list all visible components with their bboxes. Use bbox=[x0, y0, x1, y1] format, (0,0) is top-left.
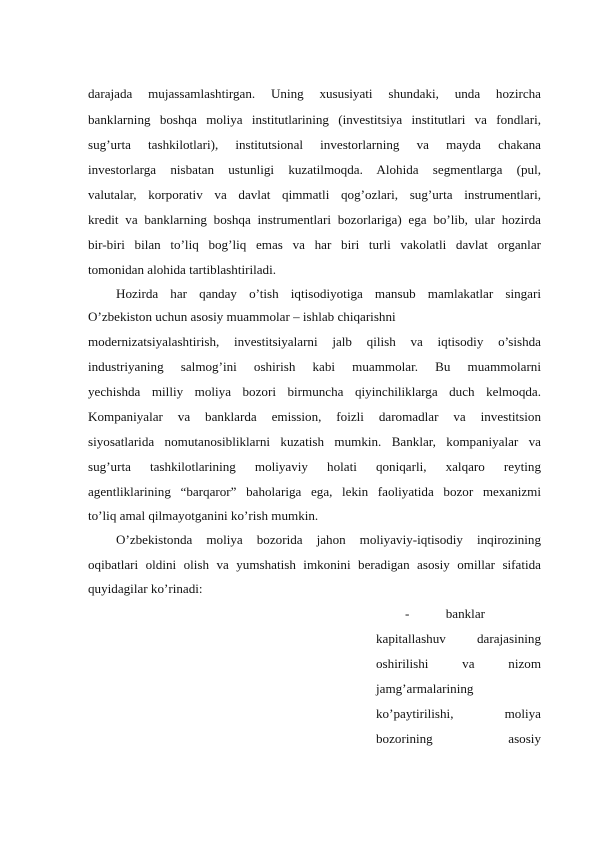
paragraph-1-line: kredit va banklarning boshqa instrumentlari bozorlariga) ega bo’lib, ular hozirda bbox=[88, 212, 541, 227]
paragraph-1-line: tomonidan alohida tartiblashtiriladi. bbox=[88, 262, 276, 277]
paragraph-2-line: modernizatsiyalashtirish, investitsiyalarni jalb qilish va iqtisodiy o’sishda bbox=[88, 334, 541, 349]
paragraph-2-line: O’zbekiston uchun asosiy muammolar – ishlab chiqarishni bbox=[88, 309, 396, 324]
paragraph-3-line: oqibatlari oldini olish va yumshatish imkonini beradigan asosiy omillar sifatida bbox=[88, 557, 541, 572]
paragraph-2-line: agentliklarining “barqaror” baholariga ega, lekin faoliyatida bozor mexanizmi bbox=[88, 484, 541, 499]
paragraph-3-line: quyidagilar ko’rinadi: bbox=[88, 581, 203, 596]
list-item-line: jamg’armalarining bbox=[376, 681, 474, 696]
paragraph-2-line: industriyaning salmog’ini oshirish kabi muammolar. Bu muammolarni bbox=[88, 359, 541, 374]
paragraph-1-line: bir-biri bilan to’liq bog’liq emas va har biri turli vakolatli davlat organlar bbox=[88, 237, 541, 252]
paragraph-1-line: sug’urta tashkilotlari), institutsional investorlarning va mayda chakana bbox=[88, 137, 541, 152]
paragraph-1-line: darajada mujassamlashtirgan. Uning xususiyati shundaki, unda hozircha bbox=[88, 86, 541, 101]
paragraph-3-line: O’zbekistonda moliya bozorida jahon moliyaviy-iqtisodiy inqirozining bbox=[116, 532, 541, 547]
list-item-line: bozorining asosiy bbox=[376, 731, 541, 746]
list-item-dash: - banklar bbox=[405, 606, 485, 621]
paragraph-2-line: Kompaniyalar va banklarda emission, foizli daromadlar va investitsion bbox=[88, 409, 541, 424]
list-item-line: ko’paytirilishi, moliya bbox=[376, 706, 541, 721]
paragraph-1-line: investorlarga nisbatan ustunligi kuzatilmoqda. Alohida segmentlarga (pul, bbox=[88, 162, 541, 177]
paragraph-2-line: to’liq amal qilmayotganini ko’rish mumkin. bbox=[88, 508, 319, 523]
paragraph-2-line: siyosatlarida nomutanosibliklarni kuzatish mumkin. Banklar, kompaniyalar va bbox=[88, 434, 541, 449]
paragraph-1-line: valutalar, korporativ va davlat qimmatli qog’ozlari, sug’urta instrumentlari, bbox=[88, 187, 541, 202]
paragraph-1-line: banklarning boshqa moliya institutlarining (investitsiya institutlari va fondlari, bbox=[88, 112, 541, 127]
paragraph-2-line: yechishda milliy moliya bozori birmuncha qiyinchiliklarga duch kelmoqda. bbox=[88, 384, 541, 399]
paragraph-2-line: sug’urta tashkilotlarining moliyaviy holati qoniqarli, xalqaro reyting bbox=[88, 459, 541, 474]
list-item-line: oshirilishi va nizom bbox=[376, 656, 541, 671]
list-item-line: kapitallashuv darajasining bbox=[376, 631, 541, 646]
paragraph-2-line: Hozirda har qanday o’tish iqtisodiyotiga mansub mamlakatlar singari bbox=[116, 286, 541, 301]
